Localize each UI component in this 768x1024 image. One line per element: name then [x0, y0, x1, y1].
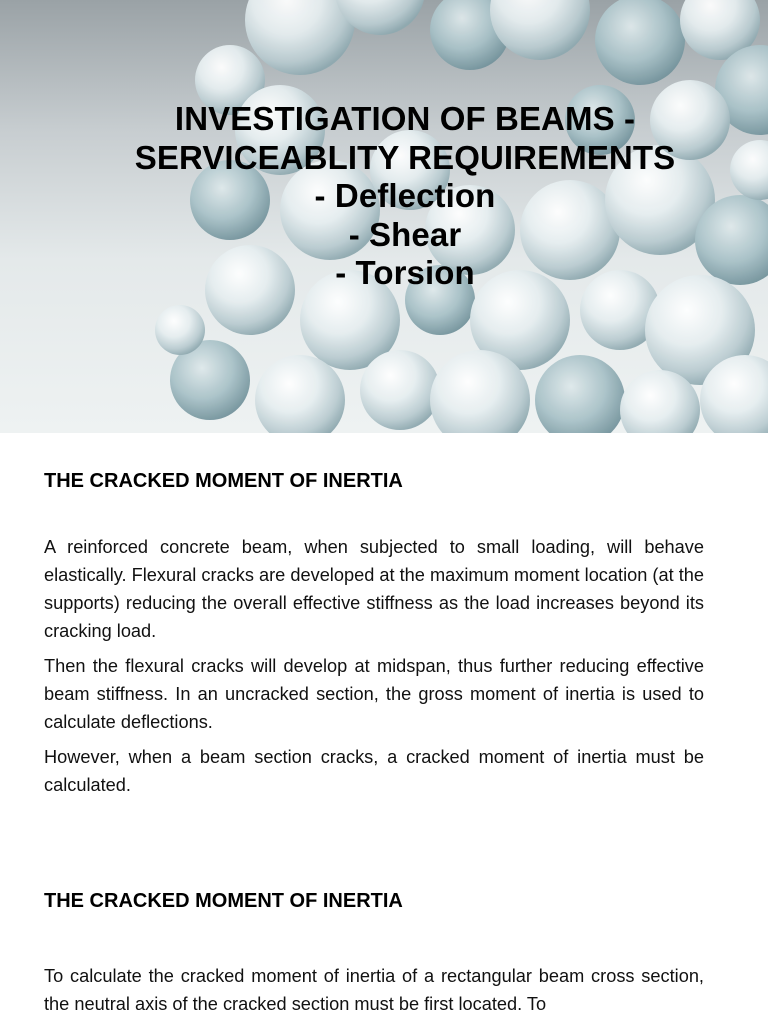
title-line: - Shear	[348, 215, 462, 253]
paragraph: A reinforced concrete beam, when subjected to small loading, will behave elastically. Flexural cracks are developed at the maximum moment location (at the supports) reducing the overall effective stiffness as the load increases beyond its cracking load.	[44, 537, 704, 641]
section-heading: THE CRACKED MOMENT OF INERTIA	[44, 470, 403, 492]
paragraph: To calculate the cracked moment of inertia of a rectangular beam cross section, the neutral axis of the cracked section must be first located. To	[44, 966, 704, 1014]
title-line: - Deflection	[314, 177, 496, 214]
section-heading: THE CRACKED MOMENT OF INERTIA	[44, 890, 403, 912]
document-body	[44, 433, 704, 1018]
paragraph: Then the flexural cracks will develop at midspan, thus further reducing effective beam stiffness. In an uncracked section, the gross moment of inertia is used to calculate deflections.	[44, 656, 704, 732]
title-line: INVESTIGATION OF BEAMS -	[174, 100, 636, 137]
title-line: SERVICEABLITY REQUIREMENTS	[134, 138, 676, 176]
paragraph: However, when a beam section cracks, a cracked moment of inertia must be calculated.	[44, 747, 704, 795]
hero-banner	[0, 0, 768, 433]
document-title	[40, 100, 768, 293]
title-line: - Torsion	[335, 254, 475, 291]
